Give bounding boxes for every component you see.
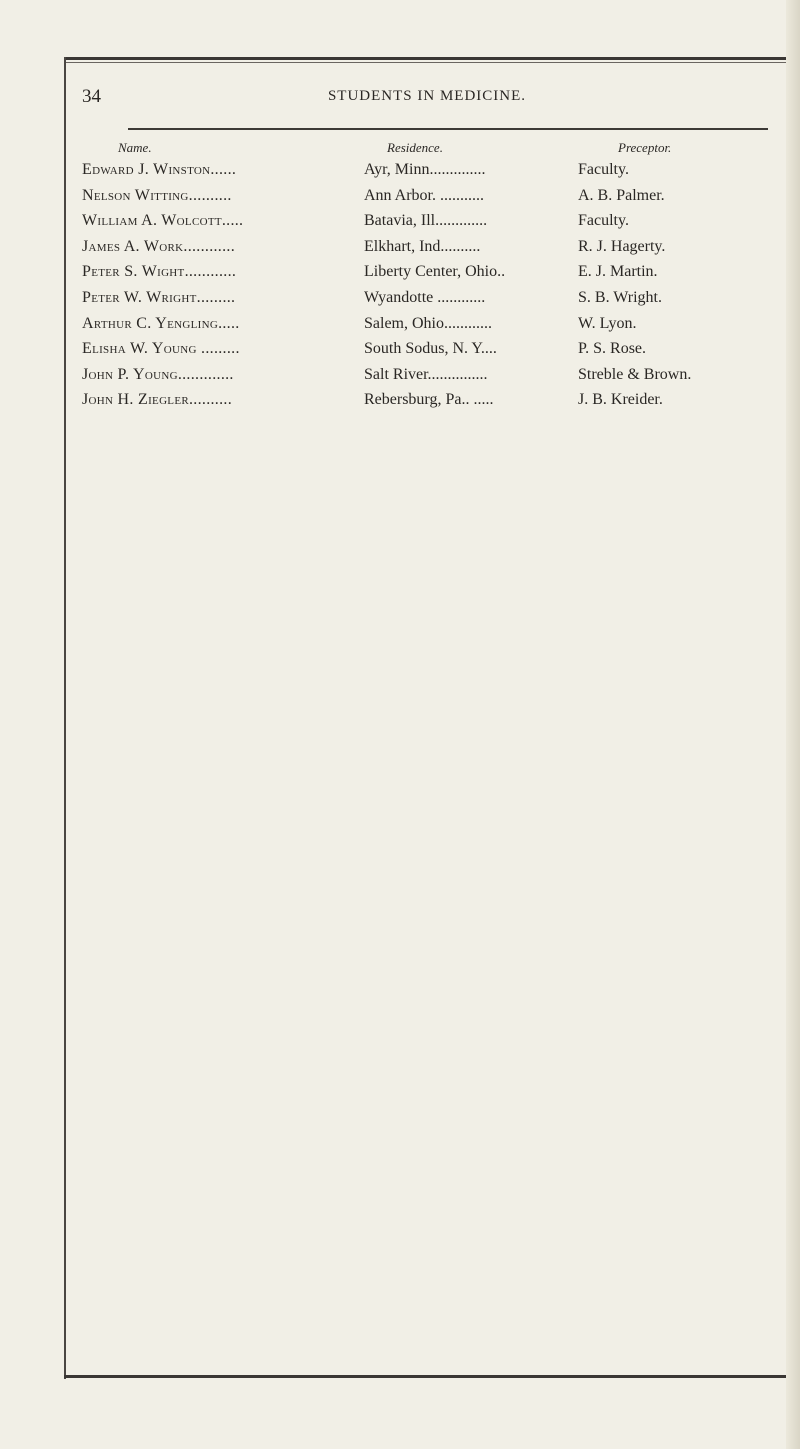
table-row <box>82 238 782 264</box>
student-name: Peter S. Wight............ <box>82 263 237 281</box>
page-number: 34 <box>82 86 101 107</box>
student-name: Elisha W. Young ......... <box>82 340 240 358</box>
page-border-top <box>64 57 792 60</box>
student-preceptor: S. B. Wright. <box>578 288 662 306</box>
student-preceptor: R. J. Hagerty. <box>578 237 666 255</box>
student-name: John H. Ziegler.......... <box>82 391 232 409</box>
column-header-preceptor: Preceptor. <box>618 140 672 155</box>
column-header-residence: Residence. <box>387 140 443 155</box>
column-header-name: Name. <box>118 140 152 155</box>
student-roster <box>82 161 782 417</box>
student-name: James A. Work............ <box>82 237 235 255</box>
student-name: Arthur C. Yengling..... <box>82 314 240 332</box>
student-name: John P. Young............. <box>82 365 234 383</box>
page-edge <box>786 0 800 1449</box>
student-preceptor: Faculty. <box>578 161 629 178</box>
header-rule <box>128 128 768 130</box>
student-name: Edward J. Winston...... <box>82 161 237 178</box>
table-row <box>82 161 782 187</box>
student-residence: South Sodus, N. Y.... <box>364 340 497 358</box>
student-residence: Salem, Ohio............ <box>364 314 492 332</box>
page-border-left <box>64 57 66 1379</box>
student-preceptor: E. J. Martin. <box>578 263 658 281</box>
table-row <box>82 366 782 392</box>
student-residence: Batavia, Ill............. <box>364 212 488 230</box>
student-residence: Liberty Center, Ohio.. <box>364 263 506 281</box>
student-preceptor: Streble & Brown. <box>578 365 692 383</box>
student-residence: Ayr, Minn.............. <box>364 161 486 178</box>
page-header <box>82 86 772 112</box>
table-row <box>82 187 782 213</box>
page-border-bottom <box>64 1375 792 1378</box>
student-residence: Ann Arbor. ........... <box>364 186 484 204</box>
table-row <box>82 340 782 366</box>
student-name: Peter W. Wright......... <box>82 288 236 306</box>
column-headers <box>82 140 772 158</box>
student-residence: Wyandotte ............ <box>364 288 486 306</box>
table-row <box>82 263 782 289</box>
student-residence: Elkhart, Ind.......... <box>364 237 481 255</box>
student-preceptor: J. B. Kreider. <box>578 391 663 409</box>
page-border-top-inner <box>64 62 792 63</box>
student-preceptor: P. S. Rose. <box>578 340 647 358</box>
student-residence: Salt River............... <box>364 365 488 383</box>
student-preceptor: W. Lyon. <box>578 314 637 332</box>
student-preceptor: Faculty. <box>578 212 629 230</box>
table-row <box>82 315 782 341</box>
student-residence: Rebersburg, Pa.. ..... <box>364 391 494 409</box>
table-row <box>82 212 782 238</box>
student-name: William A. Wolcott..... <box>82 212 244 230</box>
table-row <box>82 289 782 315</box>
page-title: STUDENTS IN MEDICINE. <box>327 88 527 104</box>
student-name: Nelson Witting.......... <box>82 186 232 204</box>
table-row <box>82 391 782 417</box>
student-preceptor: A. B. Palmer. <box>578 186 665 204</box>
